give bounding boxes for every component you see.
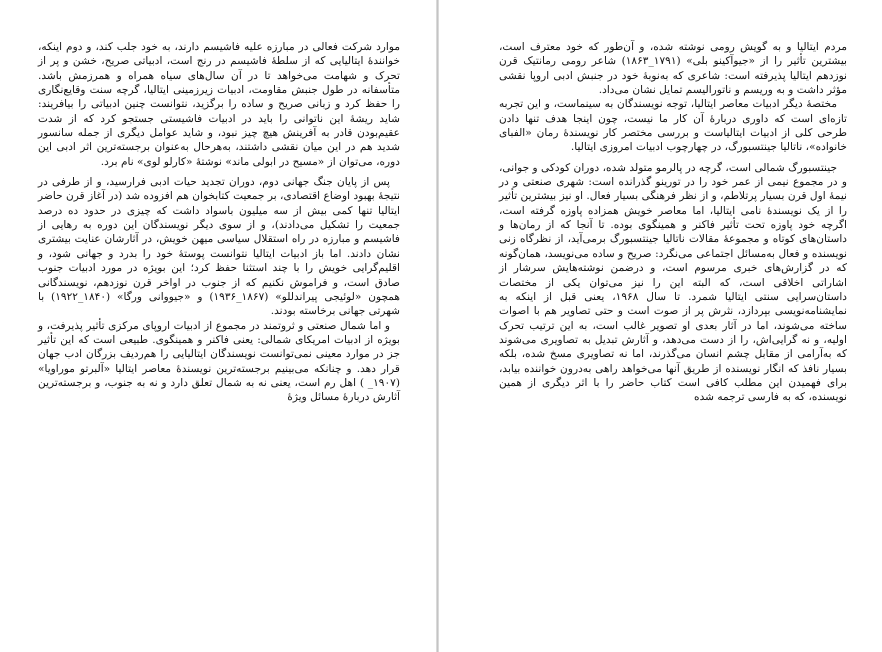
left-page xyxy=(0,0,437,652)
paragraph: مردم ایتالیا و به گویش رومی نوشته شده، و آن‌طور که خود معترف است، بیشترین تأثیر را از «جیوآکینو بلی» (۱۷۹۱_۱۸۶۳) شاعر رومی رمانتیک قرن نوزدهم ایتالیا پذیرفته است: شاعری که به‌نوبهٔ خود در جنبش ادبی اروپا نقشی مؤثر داشت و به وریسم و ناتورالیسم تمایل نشان می‌داد. xyxy=(499,41,848,97)
right-page-text xyxy=(499,40,847,405)
paragraph: پس از پایان جنگ جهانی دوم، دوران تجدید حیات ادبی فرا‌رسید، و از طرفی در نتیجهٔ بهبود اوضاع اقتصادی، بر جمعیت کتابخوان هم افزوده شد (در آغاز قرن حاضر ایتالیا تنها کمی بیش از سه میلیون باسواد داشت که چیزی در حدود ده درصد جمعیت را تشکیل می‌دادند)، و از سوی دیگر نویسندگان این دوره به رهایی از فاشیسم و مبارزه در راه استقلال سیاسی میهن خویش، در آثارشان عنایت بیشتری نشان دادند. اما باز ادبیات ایتالیا نتوانست پوستهٔ خود را بدرد و جهانی شود، و اقلیم‌گرایی خویش را با چند استثنا حفظ کرد؛ این بویژه در مورد ادبیات جنوب صادق است، و فراموش نکنیم که از جنوب در اواخر قرن نوزدهم، نویسندگانی همچون «لوئیجی پیراندللو» (۱۸۶۷_۱۹۳۶) و «جیووانی ورگا» (۱۸۴۰_۱۹۲۲) با شهرتی جهانی برخاسته بودند. xyxy=(38,176,401,318)
right-page xyxy=(439,0,882,652)
paragraph: مختصهٔ دیگر ادبیات معاصر ایتالیا، توجه نویسندگان به سینماست، و این تجربه تازه‌ای است که داوری دربارهٔ آن کار ما نیست، چون اینجا هدف تنها دادن طرحی کلی از ادبیات ایتالیاست و بررسی مختصر کار نویسندهٔ رمان «الفبای خانواده»، ناتالیا جینتسبورگ، در چهارچوب ادبیات امروزی ایتالیا. xyxy=(499,98,847,154)
paragraph: موارد شرکت فعالی در مبارزه علیه فاشیسم دارند، به خود جلب کند، و دوم اینکه، خوانندهٔ ایتالیایی که از سلطهٔ فاشیسم در رنج است، ادبیاتی صریح، خشن و پر از تحرک و شهامت می‌خواهد تا در آن سال‌های سیاه همراه و همرزمش باشد. متأسفانه در طول جنبش مقاومت، ادبیات زیرزمینی ایتالیا، گرچه سنت وقایع‌نگاری را حفظ کرد و زبانی صریح و ساده را برگزید، نتوانست چنین ادبیاتی را بیافریند: شاید ریشهٔ این ناتوانی را باید در ادبیات فاشیستی جستجو کرد که از شدت عقیم‌بودن قادر به آفرینش هیچ چیز نبود، و شاید عوامل دیگری از جمله سانسور شدید هم در این میان نقشی داشتند، به‌هرحال به‌عنوان برجسته‌ترین اثر ادبی این دوره، می‌توان از «مسیح در ابولی ماند» نوشتهٔ «کارلو لوی» نام برد. xyxy=(38,41,400,168)
left-page-text xyxy=(38,40,400,405)
paragraph: و اما شمال صنعتی و ثروتمند در مجموع از ادبیات اروپای مرکزی تأثیر پذیرفت، و بویژه از ادبیات امریکای شمالی: یعنی فاکنر و همینگوی. طبیعی است که این تأثیر جز در موارد معینی نمی‌توانست نویسندگان ایتالیایی را هم‌ردیف بزرگان ادب جهان قرار دهد. و چنانکه می‌بینیم برجسته‌ترین نویسندهٔ معاصر ایتالیا «آلبرتو موراویا» (۱۹۰۷_ ) اهل رم است، یعنی نه به شمال تعلق دارد و نه به جنوب، و برجسته‌ترین آثارش دربارهٔ مسائل ویژهٔ xyxy=(38,319,400,404)
paragraph: جینتسبورگ شمالی است، گرچه در پالرمو متولد شده، دوران کودکی و جوانی، و در مجموع نیمی از عمر خود را در تورینو گذرانده است: شهری صنعتی و در نیمهٔ اول قرن بسیار پرتلاطم، و از نظر فرهنگی بسیار فعال. او نیز بیشترین تأثیر را از یک نویسندهٔ نامی ایتالیا، اما معاصر خویش همزاده پاوزه گرفته است، اگرچه خود پاوزه تحت تأثیر فاکنر و همینگوی بوده. تا آنجا که از رمان‌ها و داستان‌های کوتاه و مجموعهٔ مقالات ناتالیا جینتسبورگ برمی‌آید، از نظرگاه زنی نویسنده و فعال به‌مسائل اجتماعی می‌نگرد: صریح و ساده می‌نویسد، همان‌گونه که در گزارش‌های خبری مرسوم است، و درضمن نوشته‌هایش سرشار از اشاراتی اخلاقی است، که البته این را نیز می‌توان یکی از مختصات داستان‌سرایی سنتی ایتالیا شمرد. تا سال ۱۹۶۸، یعنی قبل از اینکه به نمایشنامه‌نویسی بپردازد، نثرش پر از صوت است و حتی تصاویر هم با اصوات ساخته می‌شوند، اما در آثار بعدی او تصویر غالب است، به این ترتیب تحرک اولیه، و نه گرایی‌اش، را از دست می‌دهد، و آثارش تبدیل به تصاویری می‌شوند که به‌آرامی از مقابل چشم انسان می‌گذرند، اما نه تصاویری مسخ شده، بلکه بسیار نافذ که انگار نویسنده از طریق آنها می‌خواهد راهی به‌درون خواننده بیابد، برای فهمیدن این مطلب کافی است کتاب حاضر را با اثر دیگری از همین نویسنده، که به فارسی ترجمه شده xyxy=(499,161,847,404)
